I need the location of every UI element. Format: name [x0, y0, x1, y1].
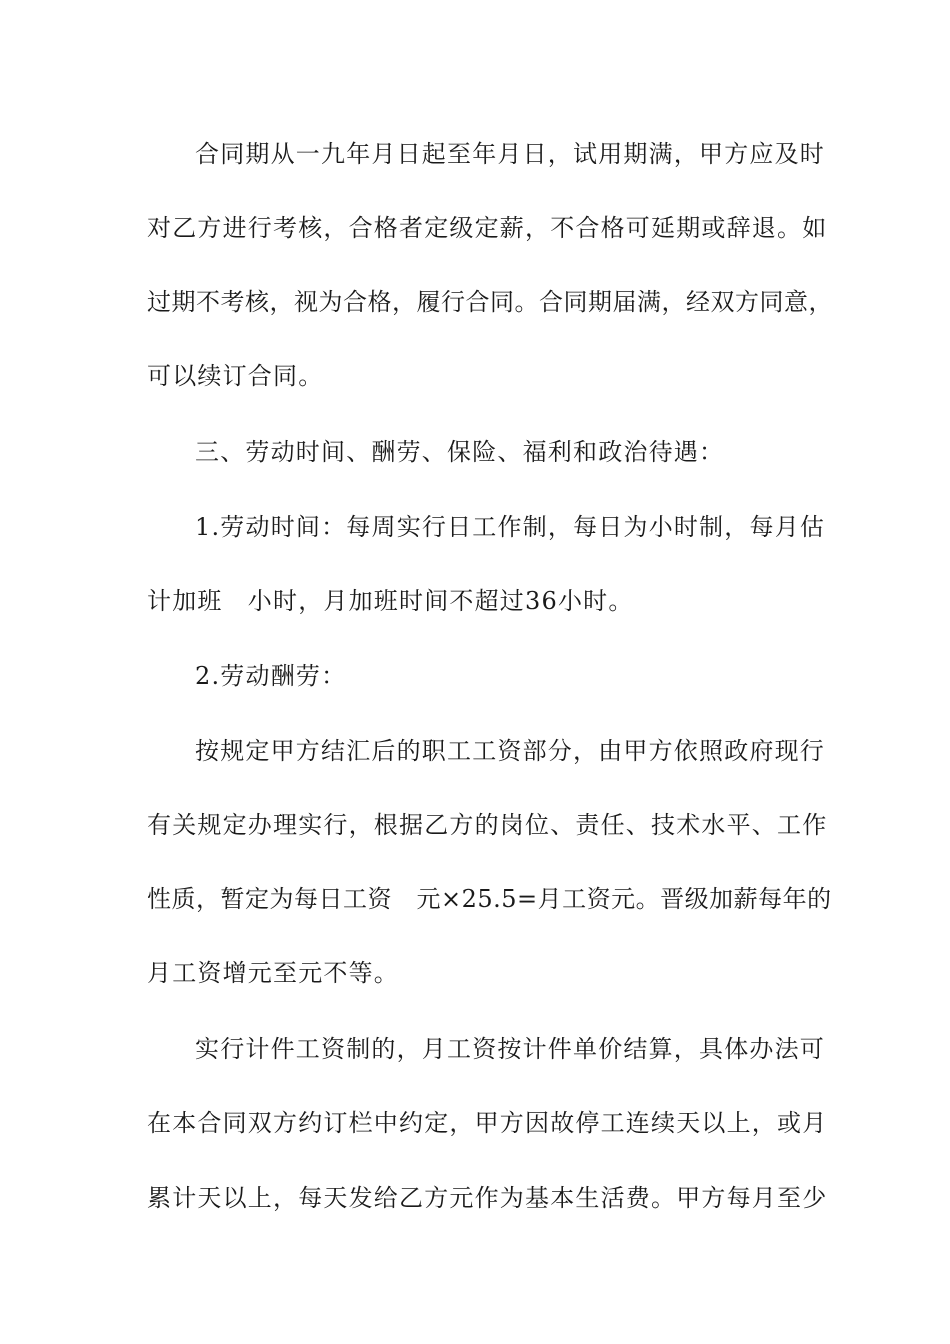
text-line-3: 过期不考核，视为合格，履行合同。合同期届满，经双方同意， — [147, 288, 833, 316]
text-line-9: 按规定甲方结汇后的职工工资部分，由甲方依照政府现行 — [195, 737, 825, 765]
subsection-heading: 2.劳动酬劳： — [195, 662, 347, 690]
text-line-10: 有关规定办理实行，根据乙方的岗位、责任、技术水平、工作 — [147, 811, 828, 839]
text-line-6: 1.劳动时间：每周实行日工作制，每日为小时制，每月估 — [195, 513, 826, 541]
section-heading: 三、劳动时间、酬劳、保险、福利和政治待遇： — [195, 438, 725, 466]
text-line-4: 可以续订合同。 — [147, 362, 324, 390]
text-line-13: 实行计件工资制的，月工资按计件单价结算，具体办法可 — [195, 1035, 825, 1063]
text-line-15: 累计天以上，每天发给乙方元作为基本生活费。甲方每月至少 — [147, 1184, 828, 1212]
text-line-11: 性质，暂定为每日工资 元×25.5=月工资元。晋级加薪每年的 — [147, 885, 832, 913]
text-line-14: 在本合同双方约订栏中约定，甲方因故停工连续天以上，或月 — [147, 1109, 828, 1137]
text-line-12: 月工资增元至元不等。 — [147, 959, 399, 987]
text-line-7: 计加班 小时，月加班时间不超过36小时。 — [147, 587, 634, 615]
text-line-1: 合同期从一九年月日起至年月日，试用期满，甲方应及时 — [195, 140, 825, 168]
text-line-2: 对乙方进行考核，合格者定级定薪，不合格可延期或辞退。如 — [147, 214, 828, 242]
